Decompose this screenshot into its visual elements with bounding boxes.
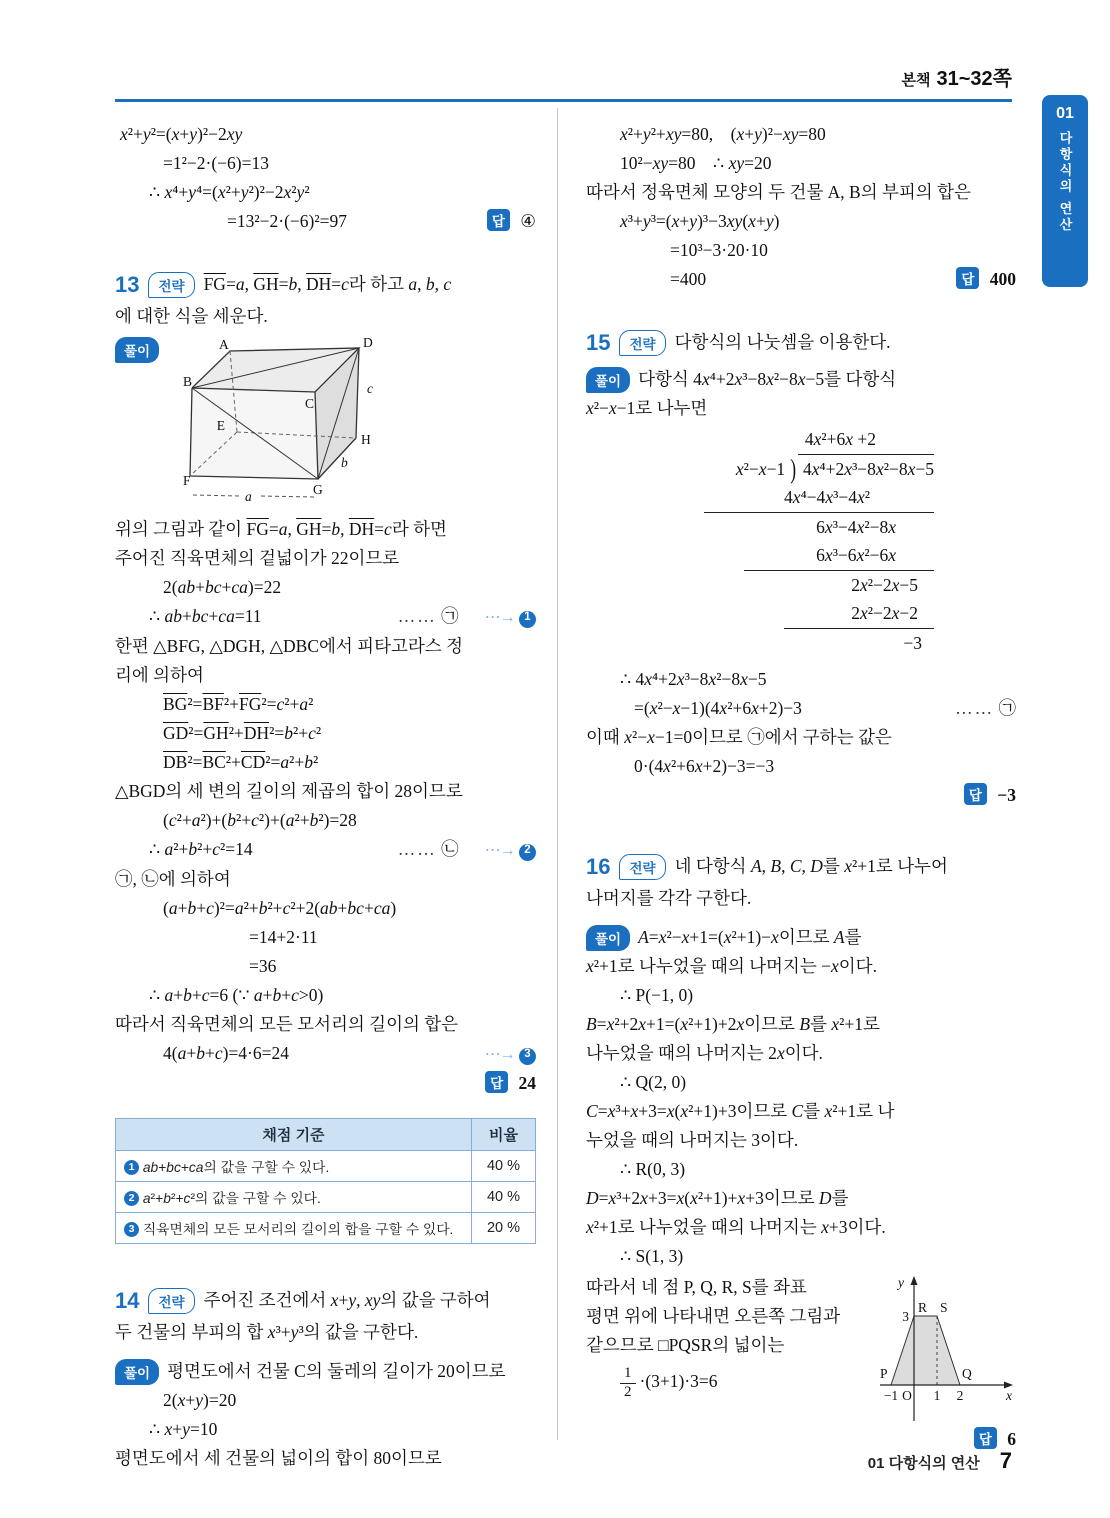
grading-table — [115, 1118, 536, 1244]
solution-with-figure — [586, 1273, 1016, 1425]
text-line: 같으므로 □PQSR의 넓이는 — [586, 1335, 785, 1355]
text-line: 따라서 직육면체의 모든 모서리의 길이의 합은 — [115, 1014, 459, 1034]
dim-label-a: a — [245, 489, 252, 504]
equation-line: x²+1로 나누었을 때의 나머지는 −x이다. — [586, 956, 877, 976]
equation-line: ∴ x⁴+y⁴=(x²+y²)²−2x²y² — [149, 182, 310, 202]
equation-line: (a+b+c)²=a²+b²+c²+2(ab+bc+ca) — [163, 898, 397, 918]
division-step: 4x⁴−4x³−4x² — [704, 483, 934, 513]
solution-badge: 풀이 — [586, 925, 630, 951]
equation-line: $\overline{GD}^2=\overline{GH}^2+\overline{DH}^2=b^2+c^2$ — [163, 723, 322, 743]
origin-label: O — [902, 1388, 912, 1403]
point-label-s: S — [940, 1300, 948, 1315]
vertex-label-a: A — [219, 337, 229, 352]
equation-line: =36 — [249, 956, 277, 976]
grading-ratio-header: 비율 — [472, 1119, 536, 1151]
text-line: x²+1로 나누었을 때의 나머지는 x+3이다. — [586, 1217, 886, 1237]
left-column — [115, 120, 536, 1473]
chapter-number: 01 — [1056, 105, 1074, 122]
answer-tag: 답 6 — [966, 1425, 1016, 1454]
equation-line: B=x²+2x+1=(x²+1)+2x이므로 B를 x²+1로 — [586, 1014, 880, 1034]
strategy-text: $\overline{FG}=a$, $\overline{GH}=b$, $\overline{DH}=c$라 하고 a, b, c — [203, 274, 452, 294]
equation-line: ∴ P(−1, 0) — [620, 985, 694, 1005]
dim-label-c: c — [367, 381, 374, 396]
strategy-text: 다항식의 나눗셈을 이용한다. — [674, 332, 891, 352]
vertex-label-f: F — [183, 473, 191, 488]
text-line: ㉠, ㉡에 의하여 — [115, 869, 231, 889]
strategy-text-line: 에 대한 식을 세운다. — [115, 306, 268, 326]
footer-page-number: 7 — [999, 1448, 1012, 1473]
criteria-cell: 2 a²+b²+c²의 값을 구할 수 있다. — [116, 1182, 472, 1213]
equation-line: =1²−2·(−6)=13 — [163, 153, 269, 173]
problem-15-header — [586, 328, 1016, 357]
answer-tag: 답 ④ — [479, 207, 536, 236]
step-marker: ⋯→ 3 — [451, 1039, 536, 1069]
problem-number: 15 — [586, 329, 611, 355]
solution-line: 풀이 다항식 4x⁴+2x³−8x²−8x−5를 다항식 — [586, 365, 1016, 394]
strategy-text-line: 두 건물의 부피의 합 x³+y³의 값을 구한다. — [115, 1322, 419, 1342]
text-line: 한편 △BFG, △DGH, △DBC에서 피타고라스 정 — [115, 636, 463, 656]
equation-line: ∴ S(1, 3) — [620, 1246, 684, 1266]
equation-line: =10³−3·20·10 — [670, 240, 768, 260]
equation-line: 4(a+b+c)=4·6=24 ⋯→ 3 — [115, 1039, 536, 1069]
strategy-badge: 전략 — [619, 854, 665, 880]
text-line: 평면도에서 세 건물의 넓이의 합이 80이므로 — [115, 1448, 442, 1468]
division-bracket: ) — [790, 452, 797, 484]
page-reference — [902, 62, 1012, 91]
division-step: 2x²−2x−2 — [784, 599, 934, 629]
division-dividend: 4x⁴+2x³−8x²−8x−5 — [798, 454, 934, 484]
text-line: 누었을 때의 나머지는 3이다. — [586, 1130, 799, 1150]
solution-badge: 풀이 — [115, 337, 159, 363]
text-line: 이때 x²−x−1=0이므로 ㉠에서 구하는 값은 — [586, 727, 892, 747]
solution-line: 풀이 평면도에서 건물 C의 둘레의 길이가 20이므로 — [115, 1357, 536, 1386]
strategy-badge: 전략 — [619, 330, 665, 356]
answer-line — [115, 1069, 536, 1098]
vertex-label-h: H — [361, 432, 371, 447]
point-label-p: P — [880, 1366, 888, 1381]
division-step: 6x³−6x²−6x — [744, 541, 934, 571]
equation-line: $\overline{BG}^2=\overline{BF}^2+\overline{FG}^2=c^2+a^2$ — [163, 694, 314, 714]
tick-label-neg1: −1 — [883, 1388, 899, 1403]
equation-line: ∴ a²+b²+c²=14 …… ㉡ ⋯→ 2 — [115, 835, 536, 865]
coordinate-figure — [876, 1273, 1016, 1425]
text-line: 따라서 정육면체 모양의 두 건물 A, B의 부피의 합은 — [586, 182, 971, 202]
vertex-label-d: D — [363, 337, 373, 350]
page-reference-pages: 31~32쪽 — [936, 68, 1012, 90]
text-line: 위의 그림과 같이 $\overline{FG}=a$, $\overline{GH}=b$, $\overline{DH}=c$라 하면 — [115, 519, 447, 539]
equation-line: (c²+a²)+(b²+c²)+(a²+b²)=28 — [163, 810, 357, 830]
long-division — [616, 425, 934, 657]
strategy-text: 주어진 조건에서 x+y, xy의 값을 구하여 — [203, 1290, 491, 1310]
chapter-title: 다항식의 연산 — [1057, 131, 1073, 234]
division-quotient: 4x²+6x +2 — [804, 429, 876, 449]
right-column — [586, 120, 1016, 1454]
equation-line: $\frac{1}{2}$ ·(3+1)·3=6 — [586, 1360, 876, 1406]
strategy-text-line: 나머지를 각각 구한다. — [586, 888, 752, 908]
equation-line: $\overline{DB}^2=\overline{BC}^2+\overline{CD}^2=a^2+b^2$ — [163, 752, 319, 772]
step-marker: …… ㉡ ⋯→ 2 — [390, 835, 536, 865]
table-row — [116, 1213, 536, 1244]
step-marker: …… ㉠ — [955, 698, 1016, 718]
grading-criteria-header: 채점 기준 — [116, 1119, 472, 1151]
solution-badge: 풀이 — [586, 367, 630, 393]
division-divisor: x²−x−1 — [735, 458, 786, 479]
equation-line: =(x²−x−1)(4x²+6x+2)−3 …… ㉠ — [586, 694, 1016, 723]
text-line: 따라서 네 점 P, Q, R, S를 좌표 — [586, 1277, 807, 1297]
tick-label-1: 1 — [933, 1388, 941, 1403]
problem-13-header — [115, 270, 536, 299]
problem-16-header — [586, 852, 1016, 881]
axis-label-y: y — [898, 1275, 904, 1290]
equation-line: ∴ R(0, 3) — [620, 1159, 686, 1179]
text-line: 나누었을 때의 나머지는 2x이다. — [586, 1043, 823, 1063]
equation-line: 2(x+y)=20 — [163, 1390, 237, 1410]
tick-label-3: 3 — [902, 1309, 909, 1324]
point-label-q: Q — [962, 1366, 972, 1381]
ratio-cell: 40 % — [472, 1151, 536, 1182]
criteria-cell: 1 ab+bc+ca의 값을 구할 수 있다. — [116, 1151, 472, 1182]
equation-line: x²+y²=(x+y)²−2xy — [120, 124, 243, 144]
equation-line: =13²−2·(−6)²=97 답 ④ — [115, 207, 536, 236]
page-footer — [868, 1448, 1012, 1474]
wrapped-text — [586, 1273, 876, 1425]
solution-badge: 풀이 — [115, 1359, 159, 1385]
text-line: 주어진 직육면체의 겉넓이가 22이므로 — [115, 548, 400, 568]
equation-line: x³+y³=(x+y)³−3xy(x+y) — [620, 211, 780, 231]
tick-label-2: 2 — [956, 1388, 964, 1403]
ratio-cell: 40 % — [472, 1182, 536, 1213]
division-remainder: −3 — [903, 632, 922, 653]
equation-line: D=x³+2x+3=x(x²+1)+x+3이므로 D를 — [586, 1188, 849, 1208]
strategy-badge: 전략 — [148, 272, 194, 298]
equation-line: ∴ Q(2, 0) — [620, 1072, 687, 1092]
equation-line: 2(ab+bc+ca)=22 — [163, 577, 282, 597]
table-row — [116, 1182, 536, 1213]
division-step: 2x²−2x−5 — [851, 574, 918, 595]
equation-line: ∴ x+y=10 — [149, 1419, 218, 1439]
footer-chapter: 01 다항식의 연산 — [867, 1455, 980, 1472]
equation-line: ∴ ab+bc+ca=11 …… ㉠ ⋯→ 1 — [115, 602, 536, 632]
answer-tag: 답 −3 — [956, 781, 1016, 810]
step-marker: …… ㉠ ⋯→ 1 — [390, 602, 536, 632]
vertex-label-c: C — [305, 396, 315, 411]
grading-table-header-row — [116, 1119, 536, 1151]
chapter-side-tab — [1042, 95, 1088, 287]
table-row — [116, 1151, 536, 1182]
text-line: 평면 위에 나타내면 오른쪽 그림과 — [586, 1306, 841, 1326]
text-line: △BGD의 세 변의 길이의 제곱의 합이 28이므로 — [115, 781, 463, 801]
strategy-badge: 전략 — [148, 1288, 194, 1314]
axis-label-x: x — [1006, 1388, 1012, 1403]
criteria-cell: 3 직육면체의 모든 모서리의 길이의 합을 구할 수 있다. — [116, 1213, 472, 1244]
equation-line: C=x³+x+3=x(x²+1)+3이므로 C를 x²+1로 나 — [586, 1101, 895, 1121]
cuboid-figure — [183, 337, 405, 513]
division-divisor-dividend — [616, 454, 934, 484]
answer-tag: 답 400 — [948, 265, 1016, 294]
vertex-label-g: G — [313, 482, 323, 497]
equation-line: ∴ 4x⁴+2x³−8x²−8x−5 — [620, 669, 767, 689]
solution-line: 풀이 A=x²−x+1=(x²+1)−x이므로 A를 — [586, 923, 1016, 952]
column-divider — [557, 108, 558, 1440]
equation-line: =400 답 400 — [586, 265, 1016, 294]
dim-label-b: b — [341, 455, 348, 470]
strategy-text: 네 다항식 A, B, C, D를 x²+1로 나누어 — [674, 856, 948, 876]
equation-line: 10²−xy=80 ∴ xy=20 — [620, 153, 772, 173]
vertex-label-e: E — [216, 418, 226, 433]
problem-number: 16 — [586, 853, 611, 879]
ratio-cell: 20 % — [472, 1213, 536, 1244]
point-label-r: R — [918, 1300, 928, 1315]
problem-14-header — [115, 1286, 536, 1315]
problem-number: 13 — [115, 271, 140, 297]
answer-line — [586, 781, 1016, 810]
page-reference-book: 본책 — [901, 72, 931, 89]
solution-figure-row — [115, 337, 536, 513]
equation-line: 0·(4x²+6x+2)−3=−3 — [634, 756, 775, 776]
header-rule — [115, 99, 1012, 102]
division-step: 6x³−4x²−8x — [816, 516, 896, 537]
equation-line: =14+2·11 — [249, 927, 318, 947]
answer-tag: 답 24 — [477, 1069, 536, 1098]
text-line: 리에 의하여 — [115, 665, 204, 685]
equation-line: ∴ a+b+c=6 (∵ a+b+c>0) — [149, 985, 324, 1005]
problem-number: 14 — [115, 1287, 140, 1313]
equation-line: x²+y²+xy=80, (x+y)²−xy=80 — [620, 124, 826, 144]
vertex-label-b: B — [183, 374, 193, 389]
equation-line: x²−x−1로 나누면 — [586, 398, 708, 418]
